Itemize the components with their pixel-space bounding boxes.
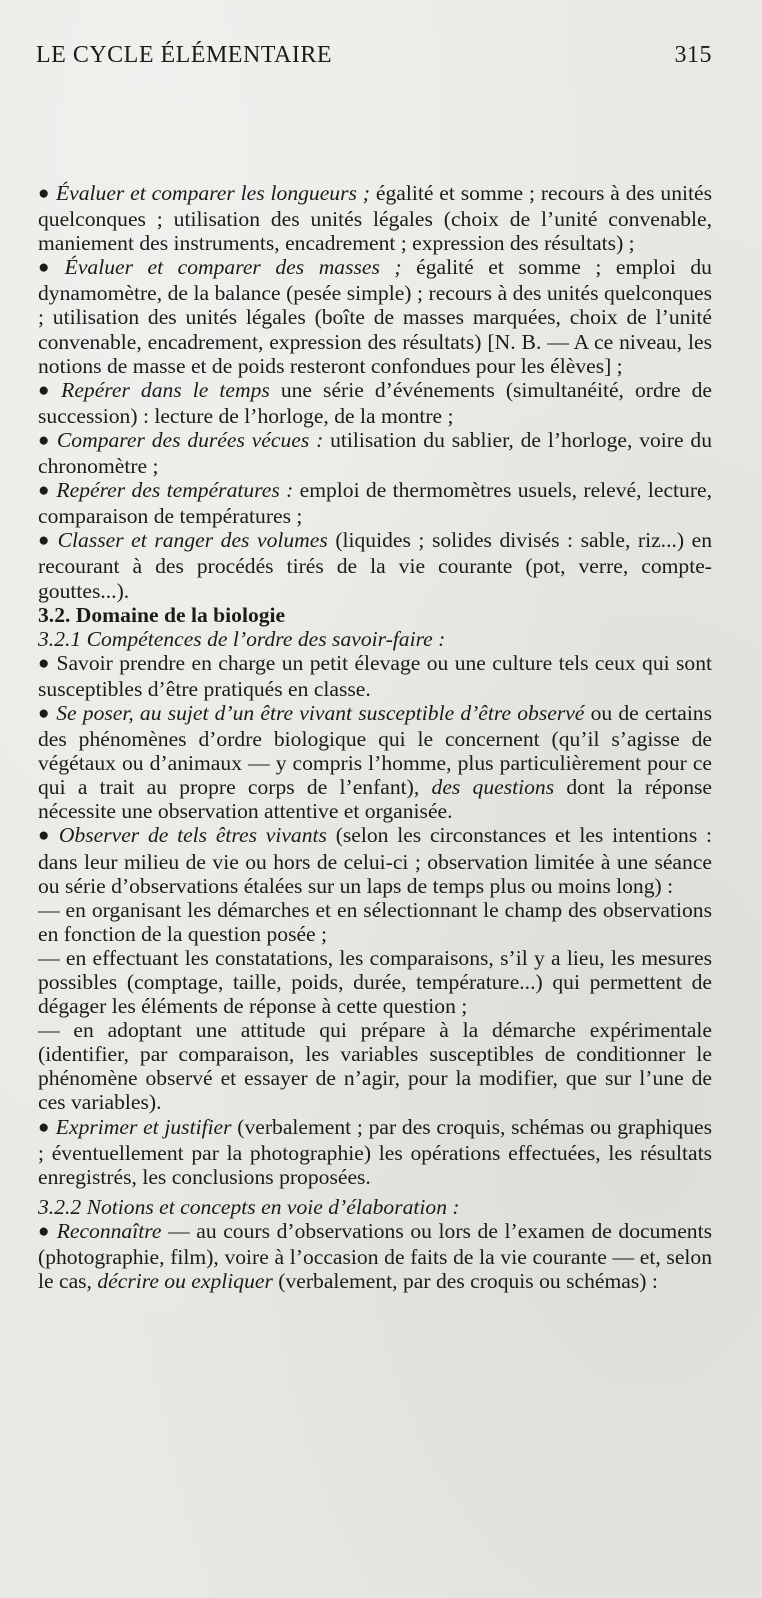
body-text [38, 181, 712, 1293]
lead-poser: Se poser, au sujet d’un être vivant susceptible d’être observé [56, 700, 585, 725]
paragraph-exprimer [38, 1115, 712, 1189]
text-elevage: Savoir prendre en charge un petit élevage ou une culture tels ceux qui sont susceptibles d’être pratiqués en classe. [38, 650, 712, 701]
paragraph-durees [38, 428, 712, 478]
text-poser-1: ou de certains des phénomènes d’ordre biologique qui le concernent (qu’il s’agisse de végétaux ou d’animaux — y compris l’homme, plus particulièrement pour ce qui a trait au propre corps de l’enfant), [38, 700, 713, 800]
lead-longueurs: Évaluer et comparer les longueurs ; [55, 181, 370, 205]
paragraph-elevage [38, 651, 712, 701]
running-header [36, 42, 712, 74]
italic-poser-2: des questions [431, 775, 555, 800]
lead-exprimer: Exprimer et justifier [55, 1114, 232, 1139]
bullet-icon: ● [38, 183, 50, 204]
paragraph-temps [38, 378, 712, 428]
lead-observer: Observer de tels êtres vivants [58, 823, 327, 848]
lead-temperatures: Repérer des températures : [56, 478, 294, 503]
text-reconnaitre-2: (verbalement, par des croquis ou schémas) : [278, 1269, 658, 1294]
page-number: 315 [674, 42, 712, 68]
text-longueurs: égalité et somme ; recours à des unités quelconques ; utilisation des unités légales (choix de l’unité convenable, maniement des instruments, encadrement ; expression des résultats) ; [38, 181, 712, 256]
text-volumes: (liquides ; solides divisés : sable, riz...) en recourant à des procédés tirés de la vie courante (pot, verre, compte-gouttes...). [38, 528, 713, 603]
text-exprimer: (verbalement ; par des croquis, schémas ou graphiques ; éventuellement par la photographie) les opérations effectuées, les résultats enregistrés, les conclusions proposées. [38, 1114, 712, 1189]
text-masses: égalité et somme ; emploi du dynamomètre, de la balance (pesée simple) ; recours à des unités quelconques ; utilisation des unités légales (boîte de masses marquées, choix de l’unité convenable, encadrement, expression des résultats) [N. B. — A ce niveau, les notions de masse et de poids resteront confondues pour les élèves] ; [38, 255, 712, 378]
text-poser-2: dont la réponse nécessite une observation attentive et organisée. [38, 775, 712, 824]
paragraph-masses [38, 255, 712, 377]
bullet-icon: ● [38, 480, 51, 502]
subsection-heading-2: 3.2.2 Notions et concepts en voie d’élaboration : [38, 1194, 460, 1219]
text-temperatures: emploi de thermomètres usuels, relevé, lecture, comparaison de températures ; [38, 478, 713, 529]
text-durees: utilisation du sablier, de l’horloge, voire du chronomètre ; [38, 427, 712, 479]
paragraph-observer [38, 823, 712, 897]
bullet-icon: ● [38, 257, 59, 279]
dash-item-2: — en effectuant les constatations, les comparaisons, s’il y a lieu, les mesures possibles (comptage, taille, poids, durée, température...) qui permettent de dégager les éléments de réponse à cette question ; [38, 945, 712, 1019]
bullet-icon: ● [38, 702, 51, 724]
bullet-icon: ● [38, 825, 53, 847]
text-reconnaitre-1: — au cours d’observations ou lors de l’examen de documents (photographie, film), voire à l’occasion de faits de la vie courante — et, selon le cas, [38, 1218, 712, 1294]
paragraph-poser [38, 701, 712, 823]
lead-durees: Comparer des durées vécues : [56, 427, 324, 452]
lead-temps: Repérer dans le temps [61, 377, 270, 402]
dash-item-1: — en organisant les démarches et en sélectionnant le champ des observations en fonction de la question posée ; [38, 897, 712, 946]
paragraph-volumes [38, 528, 712, 602]
running-title: LE CYCLE ÉLÉMENTAIRE [36, 42, 333, 68]
bullet-icon: ● [38, 530, 52, 552]
bullet-icon: ● [38, 429, 51, 451]
text-observer: (selon les circonstances et les intentions : dans leur milieu de vie ou hors de celui-ci ; observation limitée à une séance ou série d’observations étalées sur un laps de temps plus ou moins long) : [38, 823, 713, 898]
lead-volumes: Classer et ranger des volumes [57, 528, 328, 553]
bullet-icon: ● [38, 652, 51, 674]
bullet-icon: ● [38, 1220, 51, 1242]
lead-masses: Évaluer et comparer des masses ; [64, 255, 402, 280]
section-heading: 3.2. Domaine de la biologie [38, 602, 286, 627]
italic-reconnaitre: décrire ou expliquer [97, 1269, 273, 1294]
bullet-icon: ● [38, 1116, 50, 1138]
subsection-heading-1: 3.2.1 Compétences de l’ordre des savoir-faire : [38, 626, 446, 651]
bullet-icon: ● [38, 379, 56, 401]
lead-reconnaitre: Reconnaître [56, 1218, 162, 1243]
text-temps: une série d’événements (simultanéité, ordre de succession) : lecture de l’horloge, de la montre ; [38, 377, 712, 428]
paragraph-reconnaitre [38, 1219, 712, 1293]
paragraph-longueurs [38, 181, 712, 255]
paragraph-temperatures [38, 478, 712, 528]
dash-item-3: — en adoptant une attitude qui prépare à la démarche expérimentale (identifier, par comparaison, les variables susceptibles de conditionner le phénomène observé et essayer de n’agir, pour la modifier, que sur l’une de ces variables). [38, 1018, 712, 1115]
